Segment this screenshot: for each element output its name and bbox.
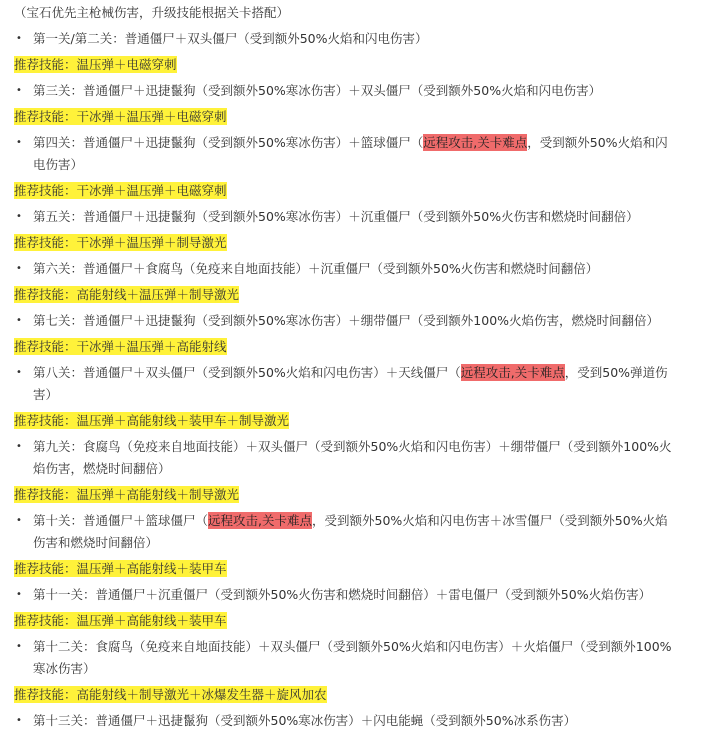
recommended-skills [14, 180, 718, 202]
level-description: 第十二关：食腐鸟（免疫来自地面技能）＋双头僵尸（受到额外50%火焰和闪电伤害）＋火焰僵尸（受到额外100%寒冰伤害） [33, 639, 672, 676]
level-description [33, 362, 678, 406]
recommended-skills-text: 推荐技能：温压弹＋电磁穿刺 [14, 57, 177, 72]
bullet-icon: • [16, 315, 22, 326]
bullet-icon: • [16, 715, 22, 726]
level-description: 第五关：普通僵尸＋迅捷鬣狗（受到额外50%寒冰伤害）＋沉重僵尸（受到额外50%火伤害和燃烧时间翻倍） [33, 209, 639, 224]
level-item [16, 258, 678, 280]
recommended-skills-text: 推荐技能：高能射线＋制导激光＋冰爆发生器＋旋风加农 [14, 687, 327, 702]
recommended-skills [14, 284, 718, 306]
intro-note: （宝石优先主枪械伤害，升级技能根据关卡搭配） [14, 5, 290, 20]
recommended-skills [14, 610, 718, 632]
bullet-icon: • [16, 263, 22, 274]
level-description: 第六关：普通僵尸＋食腐鸟（免疫来自地面技能）＋沉重僵尸（受到额外50%火伤害和燃烧时间翻倍） [33, 261, 599, 276]
bullet-icon: • [16, 589, 22, 600]
bullet-icon: • [16, 137, 22, 148]
level-item [16, 510, 678, 554]
bullet-icon: • [16, 641, 22, 652]
level-description [33, 510, 678, 554]
recommended-skills [14, 484, 718, 506]
level-description-start: 第十关：普通僵尸＋篮球僵尸（ [33, 513, 209, 528]
recommended-skills [14, 558, 718, 580]
recommended-skills-text: 推荐技能：干冰弹＋温压弹＋电磁穿刺 [14, 183, 227, 198]
recommended-skills-text: 推荐技能：温压弹＋高能射线＋装甲车 [14, 561, 227, 576]
level-item [16, 710, 678, 732]
level-list [0, 28, 718, 732]
recommended-skills-text: 推荐技能：高能射线＋温压弹＋制导激光 [14, 287, 240, 302]
level-description: 第十三关：普通僵尸＋迅捷鬣狗（受到额外50%寒冰伤害）＋闪电能蝇（受到额外50%冰系伤害） [33, 713, 577, 728]
recommended-skills [14, 684, 718, 706]
level-description-end: ，受到50%弹道伤害） [33, 365, 668, 402]
difficulty-highlight: 远程攻击,关卡难点 [423, 135, 528, 150]
bullet-icon: • [16, 367, 22, 378]
recommended-skills-text: 推荐技能：干冰弹＋温压弹＋高能射线 [14, 339, 227, 354]
level-description: 第十一关：普通僵尸＋沉重僵尸（受到额外50%火伤害和燃烧时间翻倍）＋雷电僵尸（受到额外50%火焰伤害） [33, 587, 652, 602]
difficulty-highlight: 远程攻击,关卡难点 [460, 365, 565, 380]
recommended-skills [14, 410, 718, 432]
difficulty-highlight: 远程攻击,关卡难点 [208, 513, 312, 528]
level-description: 第三关：普通僵尸＋迅捷鬣狗（受到额外50%寒冰伤害）＋双头僵尸（受到额外50%火焰和闪电伤害） [33, 83, 602, 98]
bullet-icon: • [16, 85, 22, 96]
level-item [16, 310, 678, 332]
level-description-end: ，受到额外50%火焰和闪电伤害） [33, 135, 668, 172]
level-description: 第一关/第二关：普通僵尸＋双头僵尸（受到额外50%火焰和闪电伤害） [33, 31, 428, 46]
level-item [16, 362, 678, 406]
bullet-icon: • [16, 211, 22, 222]
level-item [16, 80, 678, 102]
recommended-skills-text: 推荐技能：温压弹＋高能射线＋装甲车 [14, 613, 227, 628]
recommended-skills [14, 54, 718, 76]
recommended-skills-text: 推荐技能：干冰弹＋温压弹＋电磁穿刺 [14, 109, 227, 124]
level-description-start: 第八关：普通僵尸＋双头僵尸（受到额外50%火焰和闪电伤害）＋天线僵尸（ [33, 365, 461, 380]
level-description: 第七关：普通僵尸＋迅捷鬣狗（受到额外50%寒冰伤害）＋绷带僵尸（受到额外100%火焰伤害，燃烧时间翻倍） [33, 313, 660, 328]
level-item [16, 206, 678, 228]
level-item [16, 636, 678, 680]
level-description-start: 第四关：普通僵尸＋迅捷鬣狗（受到额外50%寒冰伤害）＋篮球僵尸（ [33, 135, 424, 150]
recommended-skills-text: 推荐技能：温压弹＋高能射线＋制导激光 [14, 487, 240, 502]
recommended-skills [14, 232, 718, 254]
bullet-icon: • [16, 33, 22, 44]
level-description: 第九关：食腐鸟（免疫来自地面技能）＋双头僵尸（受到额外50%火焰和闪电伤害）＋绷带僵尸（受到额外100%火焰伤害，燃烧时间翻倍） [33, 439, 672, 476]
recommended-skills [14, 106, 718, 128]
recommended-skills-text: 推荐技能：温压弹＋高能射线＋装甲车＋制导激光 [14, 413, 290, 428]
level-description [33, 132, 678, 176]
recommended-skills [14, 336, 718, 358]
level-item [16, 28, 678, 50]
level-description-end: ，受到额外50%火焰和闪电伤害＋冰雪僵尸（受到额外50%火焰伤害和燃烧时间翻倍） [33, 513, 668, 550]
level-item [16, 436, 678, 480]
level-item [16, 132, 678, 176]
bullet-icon: • [16, 515, 22, 526]
level-item [16, 584, 678, 606]
recommended-skills-text: 推荐技能：干冰弹＋温压弹＋制导激光 [14, 235, 227, 250]
bullet-icon: • [16, 441, 22, 452]
